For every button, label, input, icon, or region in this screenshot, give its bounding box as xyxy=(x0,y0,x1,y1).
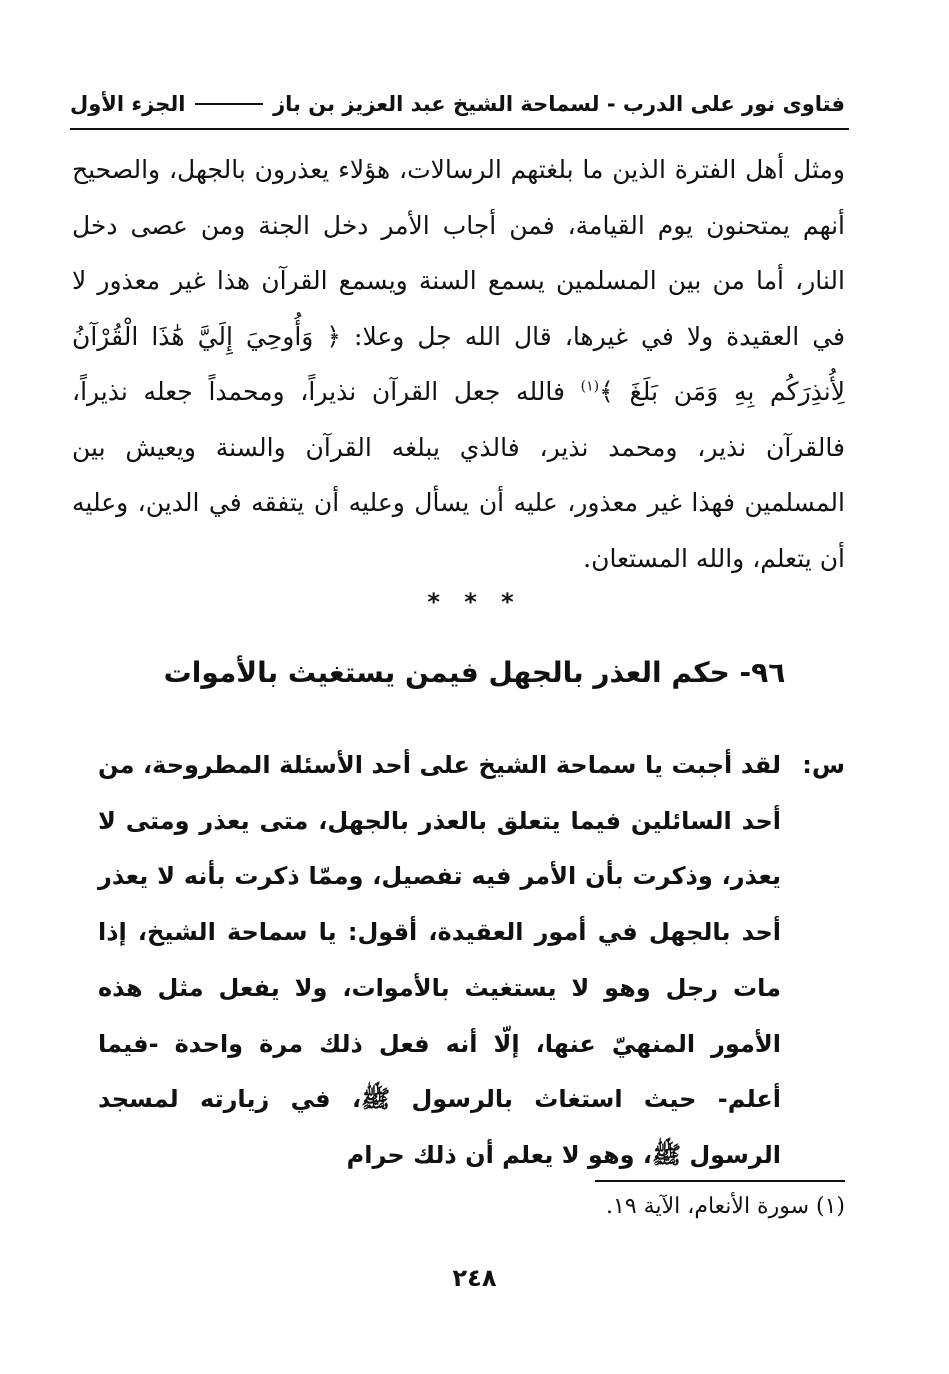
paragraph-text-after-verse: فالله جعل القرآن نذيراً، ومحمداً جعله نذيراً، فالقرآن نذير، ومحمد نذير، فالذي يبلغه القرآن والسنة ويعيش بين المسلمين فهذا غير معذور، عليه أن يسأل وعليه أن يتفقه في الدين، وعليه أن يتعلم، والله المستعان. xyxy=(72,377,845,573)
question-row xyxy=(98,738,845,1184)
footnote-reference: (١) xyxy=(580,378,600,395)
section-heading: ٩٦- حكم العذر بالجهل فيمن يستغيث بالأموات xyxy=(163,656,786,689)
question-block xyxy=(98,738,845,1184)
page-number: ٢٤٨ xyxy=(452,1264,497,1292)
paragraph-text-before-verse: ومثل أهل الفترة الذين ما بلغتهم الرسالات، هؤلاء يعذرون بالجهل، والصحيح أنهم يمتحنون يوم القيامة، فمن أجاب الأمر دخل الجنة ومن عصى دخل النار، أما من بين المسلمين يسمع السنة ويسمع القرآن هذا غير معذور لا في العقيدة ولا في غيرها، قال الله جل وعلا: xyxy=(72,155,845,351)
footnote-divider xyxy=(595,1180,845,1182)
header-volume-part: الجزء الأول xyxy=(70,92,186,116)
question-text: لقد أجبت يا سماحة الشيخ على أحد الأسئلة المطروحة، من أحد السائلين فيما يتعلق بالعذر بالجهل، متى يعذر ومتى لا يعذر، وذكرت بأن الأمر فيه تفصيل، وممّا ذكرت بأنه لا يعذر أحد بالجهل في أمور العقيدة، أقول: يا سماحة الشيخ، إذا مات رجل وهو لا يستغيث بالأموات، ولا يفعل مثل هذه الأمور المنهيّ عنها، إلّا أنه فعل ذلك مرة واحدة -فيما أعلم- حيث استغاث بالرسول ﷺ، في زيارته لمسجد الرسول ﷺ، وهو لا يعلم أن ذلك حرام xyxy=(98,751,781,1169)
header-dash-rule xyxy=(195,103,263,105)
section-separator: * * * xyxy=(427,588,522,616)
footnote: (١) سورة الأنعام، الآية ١٩. xyxy=(606,1194,845,1219)
header-book-title: فتاوى نور على الدرب - لسماحة الشيخ عبد العزيز بن باز xyxy=(273,92,845,116)
running-header xyxy=(70,86,845,122)
question-label: س: xyxy=(802,751,845,779)
body-paragraph xyxy=(72,142,845,586)
header-divider xyxy=(70,128,849,130)
quran-verse: ﴿ وَأُوحِيَ إِلَيَّ هَٰذَا الْقُرْآنُ لِأُنذِرَكُم بِهِ وَمَن بَلَغَ ﴾ xyxy=(72,321,845,406)
